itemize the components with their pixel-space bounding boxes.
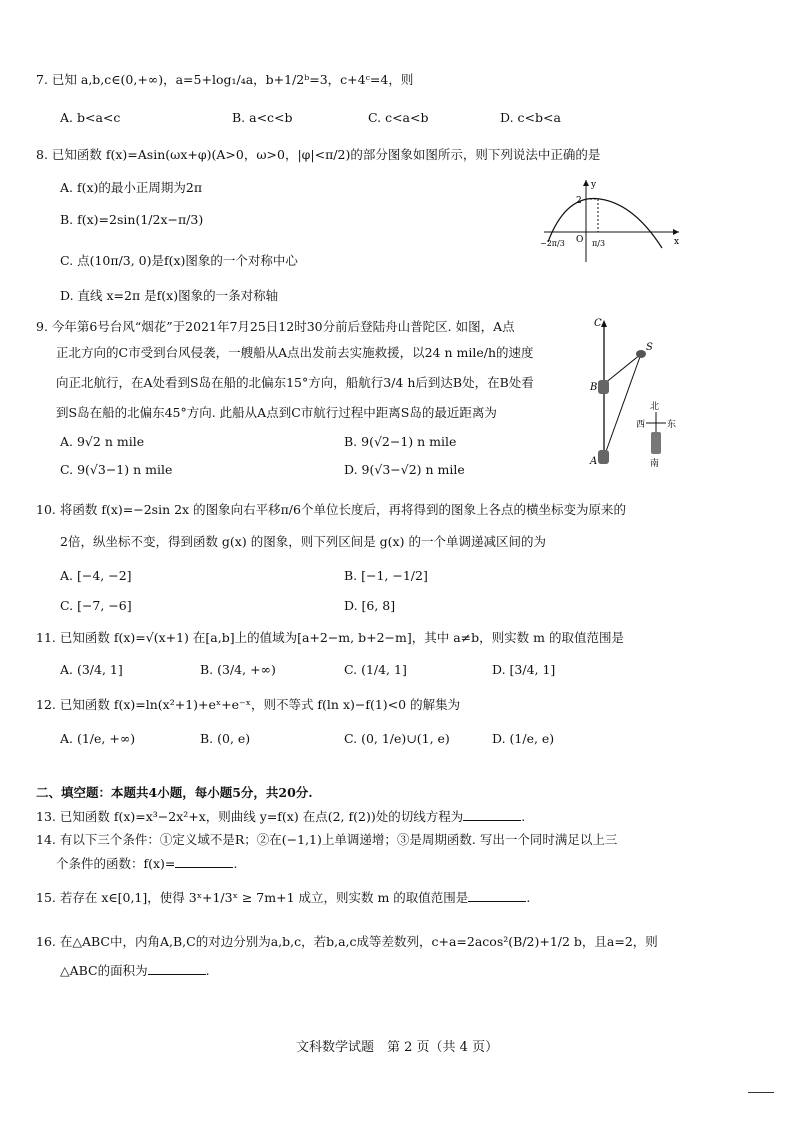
q8-option-c: C. 点(10π/3, 0)是f(x)图象的一个对称中心: [60, 253, 298, 268]
q15-answer-blank[interactable]: [468, 889, 526, 902]
q15-text: 15. 若存在 x∈[0,1]，使得 3ˣ+1/3ˣ ≥ 7m+1 成立，则实数 m 的取值范围是: [36, 890, 469, 905]
q9-route-arrow: [601, 320, 607, 327]
q13-text: 13. 已知函数 f(x)=x³−2x²+x，则曲线 y=f(x) 在点(2, f(2))处的切线方程为: [36, 809, 464, 824]
q7-option-d: D. c<b<a: [500, 110, 561, 125]
q8-sine-graph: [534, 176, 684, 266]
q8-y-arrow: [583, 180, 589, 186]
q12-option-a: A. (1/e, +∞): [60, 731, 136, 746]
q7-option-b: B. a<c<b: [232, 110, 293, 125]
q12-option-d: D. (1/e, e): [492, 731, 555, 746]
q9-option-c: C. 9(√3−1) n mile: [60, 462, 173, 477]
q9-line-4: 到S岛在船的北偏东45°方向. 此船从A点到C市航行过程中距离S岛的最近距离为: [56, 405, 497, 420]
q9-island-s: [636, 350, 646, 358]
q8-option-d: D. 直线 x=2π 是f(x)图象的一条对称轴: [60, 288, 279, 303]
q9-navigation-figure: [586, 312, 690, 472]
q16-line-2: [60, 962, 210, 979]
section-2-heading: 二、填空题：本题共4小题，每小题5分，共20分.: [36, 785, 313, 800]
q10-option-a: A. [−4, −2]: [60, 568, 132, 583]
q16-line-1: 16. 在△ABC中，内角A,B,C的对边分别为a,b,c，若b,a,c成等差数列，c+a=2acos²(B/2)+1/2 b，且a=2，则: [36, 934, 658, 949]
q9-line-1: 9. 今年第6号台风“烟花”于2021年7月25日12时30分前后登陆舟山普陀区. 如图，A点: [36, 319, 515, 334]
q12-stem: 12. 已知函数 f(x)=ln(x²+1)+eˣ+e⁻ˣ，则不等式 f(ln x)−f(1)<0 的解集为: [36, 697, 461, 712]
q9-label-c: C: [594, 318, 602, 329]
q9-compass-east: 东: [667, 420, 677, 430]
q9-ship-a: [598, 450, 609, 464]
q8-y-label: y: [591, 180, 597, 190]
q8-peak-label: 2: [576, 196, 582, 206]
q9-compass-north: 北: [650, 402, 660, 412]
q15-line: [36, 889, 530, 906]
q13-answer-blank[interactable]: [463, 808, 521, 821]
q9-option-d: D. 9(√3−√2) n mile: [344, 462, 465, 477]
q16-tail: .: [205, 963, 210, 978]
q13-line: [36, 808, 525, 825]
q14-line-1: 14. 有以下三个条件：①定义域不是R；②在(−1,1)上单调递增；③是周期函数. 写出一个同时满足以上三: [36, 832, 618, 847]
q9-compass-south: 南: [650, 459, 660, 469]
q10-line-2: 2倍，纵坐标不变，得到函数 g(x) 的图象，则下列区间是 g(x) 的一个单调递减区间的为: [60, 534, 546, 549]
q10-option-d: D. [6, 8]: [344, 598, 396, 613]
q8-option-a: A. f(x)的最小正周期为2π: [60, 180, 203, 195]
q14-text: 个条件的函数：f(x)=: [56, 856, 176, 871]
q14-line-2: [56, 855, 237, 872]
q16-text: △ABC的面积为: [60, 963, 148, 978]
q11-option-d: D. [3/4, 1]: [492, 662, 556, 677]
q12-option-c: C. (0, 1/e)∪(1, e): [344, 731, 450, 746]
q11-option-b: B. (3/4, +∞): [200, 662, 276, 677]
corner-mark: [748, 1092, 774, 1093]
q7-stem: 7. 已知 a,b,c∈(0,+∞)，a=5+log₁/₄a，b+1/2ᵇ=3，c+4ᶜ=4，则: [36, 72, 414, 87]
q9-label-a: A: [590, 456, 598, 467]
q9-line-3: 向正北航行，在A处看到S岛在船的北偏东15°方向，船航行3/4 h后到达B处，在B处看: [56, 375, 534, 390]
q15-tail: .: [526, 890, 531, 905]
page-footer: 文科数学试题 第 2 页（共 4 页）: [296, 1040, 499, 1055]
q11-stem: 11. 已知函数 f(x)=√(x+1) 在[a,b]上的值域为[a+2−m, b+2−m]，其中 a≠b，则实数 m 的取值范围是: [36, 630, 624, 645]
q8-x-arrow: [673, 229, 679, 235]
q9-option-a: A. 9√2 n mile: [60, 434, 145, 449]
q8-option-b: B. f(x)=2sin(1/2x−π/3): [60, 212, 204, 227]
q10-option-b: B. [−1, −1/2]: [344, 568, 428, 583]
q14-tail: .: [233, 856, 238, 871]
q9-label-b: B: [590, 382, 598, 393]
q9-line-2: 正北方向的C市受到台风侵袭，一艘船从A点出发前去实施救援，以24 n mile/h的速度: [56, 345, 534, 360]
q11-option-a: A. (3/4, 1]: [60, 662, 123, 677]
q9-ship-b: [598, 380, 609, 394]
q10-option-c: C. [−7, −6]: [60, 598, 132, 613]
q10-line-1: 10. 将函数 f(x)=−2sin 2x 的图象向右平移π/6个单位长度后，再将得到的图象上各点的横坐标变为原来的: [36, 502, 626, 517]
q16-answer-blank[interactable]: [148, 962, 206, 975]
q12-option-b: B. (0, e): [200, 731, 251, 746]
q9-compass-base: [651, 432, 661, 454]
q8-stem: 8. 已知函数 f(x)=Asin(ωx+φ)(A>0，ω>0，|φ|<π/2)的部分图象如图所示，则下列说法中正确的是: [36, 147, 601, 162]
q7-option-a: A. b<a<c: [60, 110, 121, 125]
q9-option-b: B. 9(√2−1) n mile: [344, 434, 457, 449]
q7-option-c: C. c<a<b: [368, 110, 429, 125]
q9-compass-west: 西: [636, 420, 646, 430]
q13-tail: .: [521, 809, 526, 824]
q14-answer-blank[interactable]: [175, 855, 233, 868]
q8-origin-label: O: [576, 235, 584, 245]
q11-option-c: C. (1/4, 1]: [344, 662, 407, 677]
q8-x-right-label: π/3: [592, 239, 606, 248]
q9-label-s: S: [646, 342, 653, 353]
q8-x-left-label: −2π/3: [540, 239, 565, 248]
q8-x-label: x: [674, 237, 680, 247]
